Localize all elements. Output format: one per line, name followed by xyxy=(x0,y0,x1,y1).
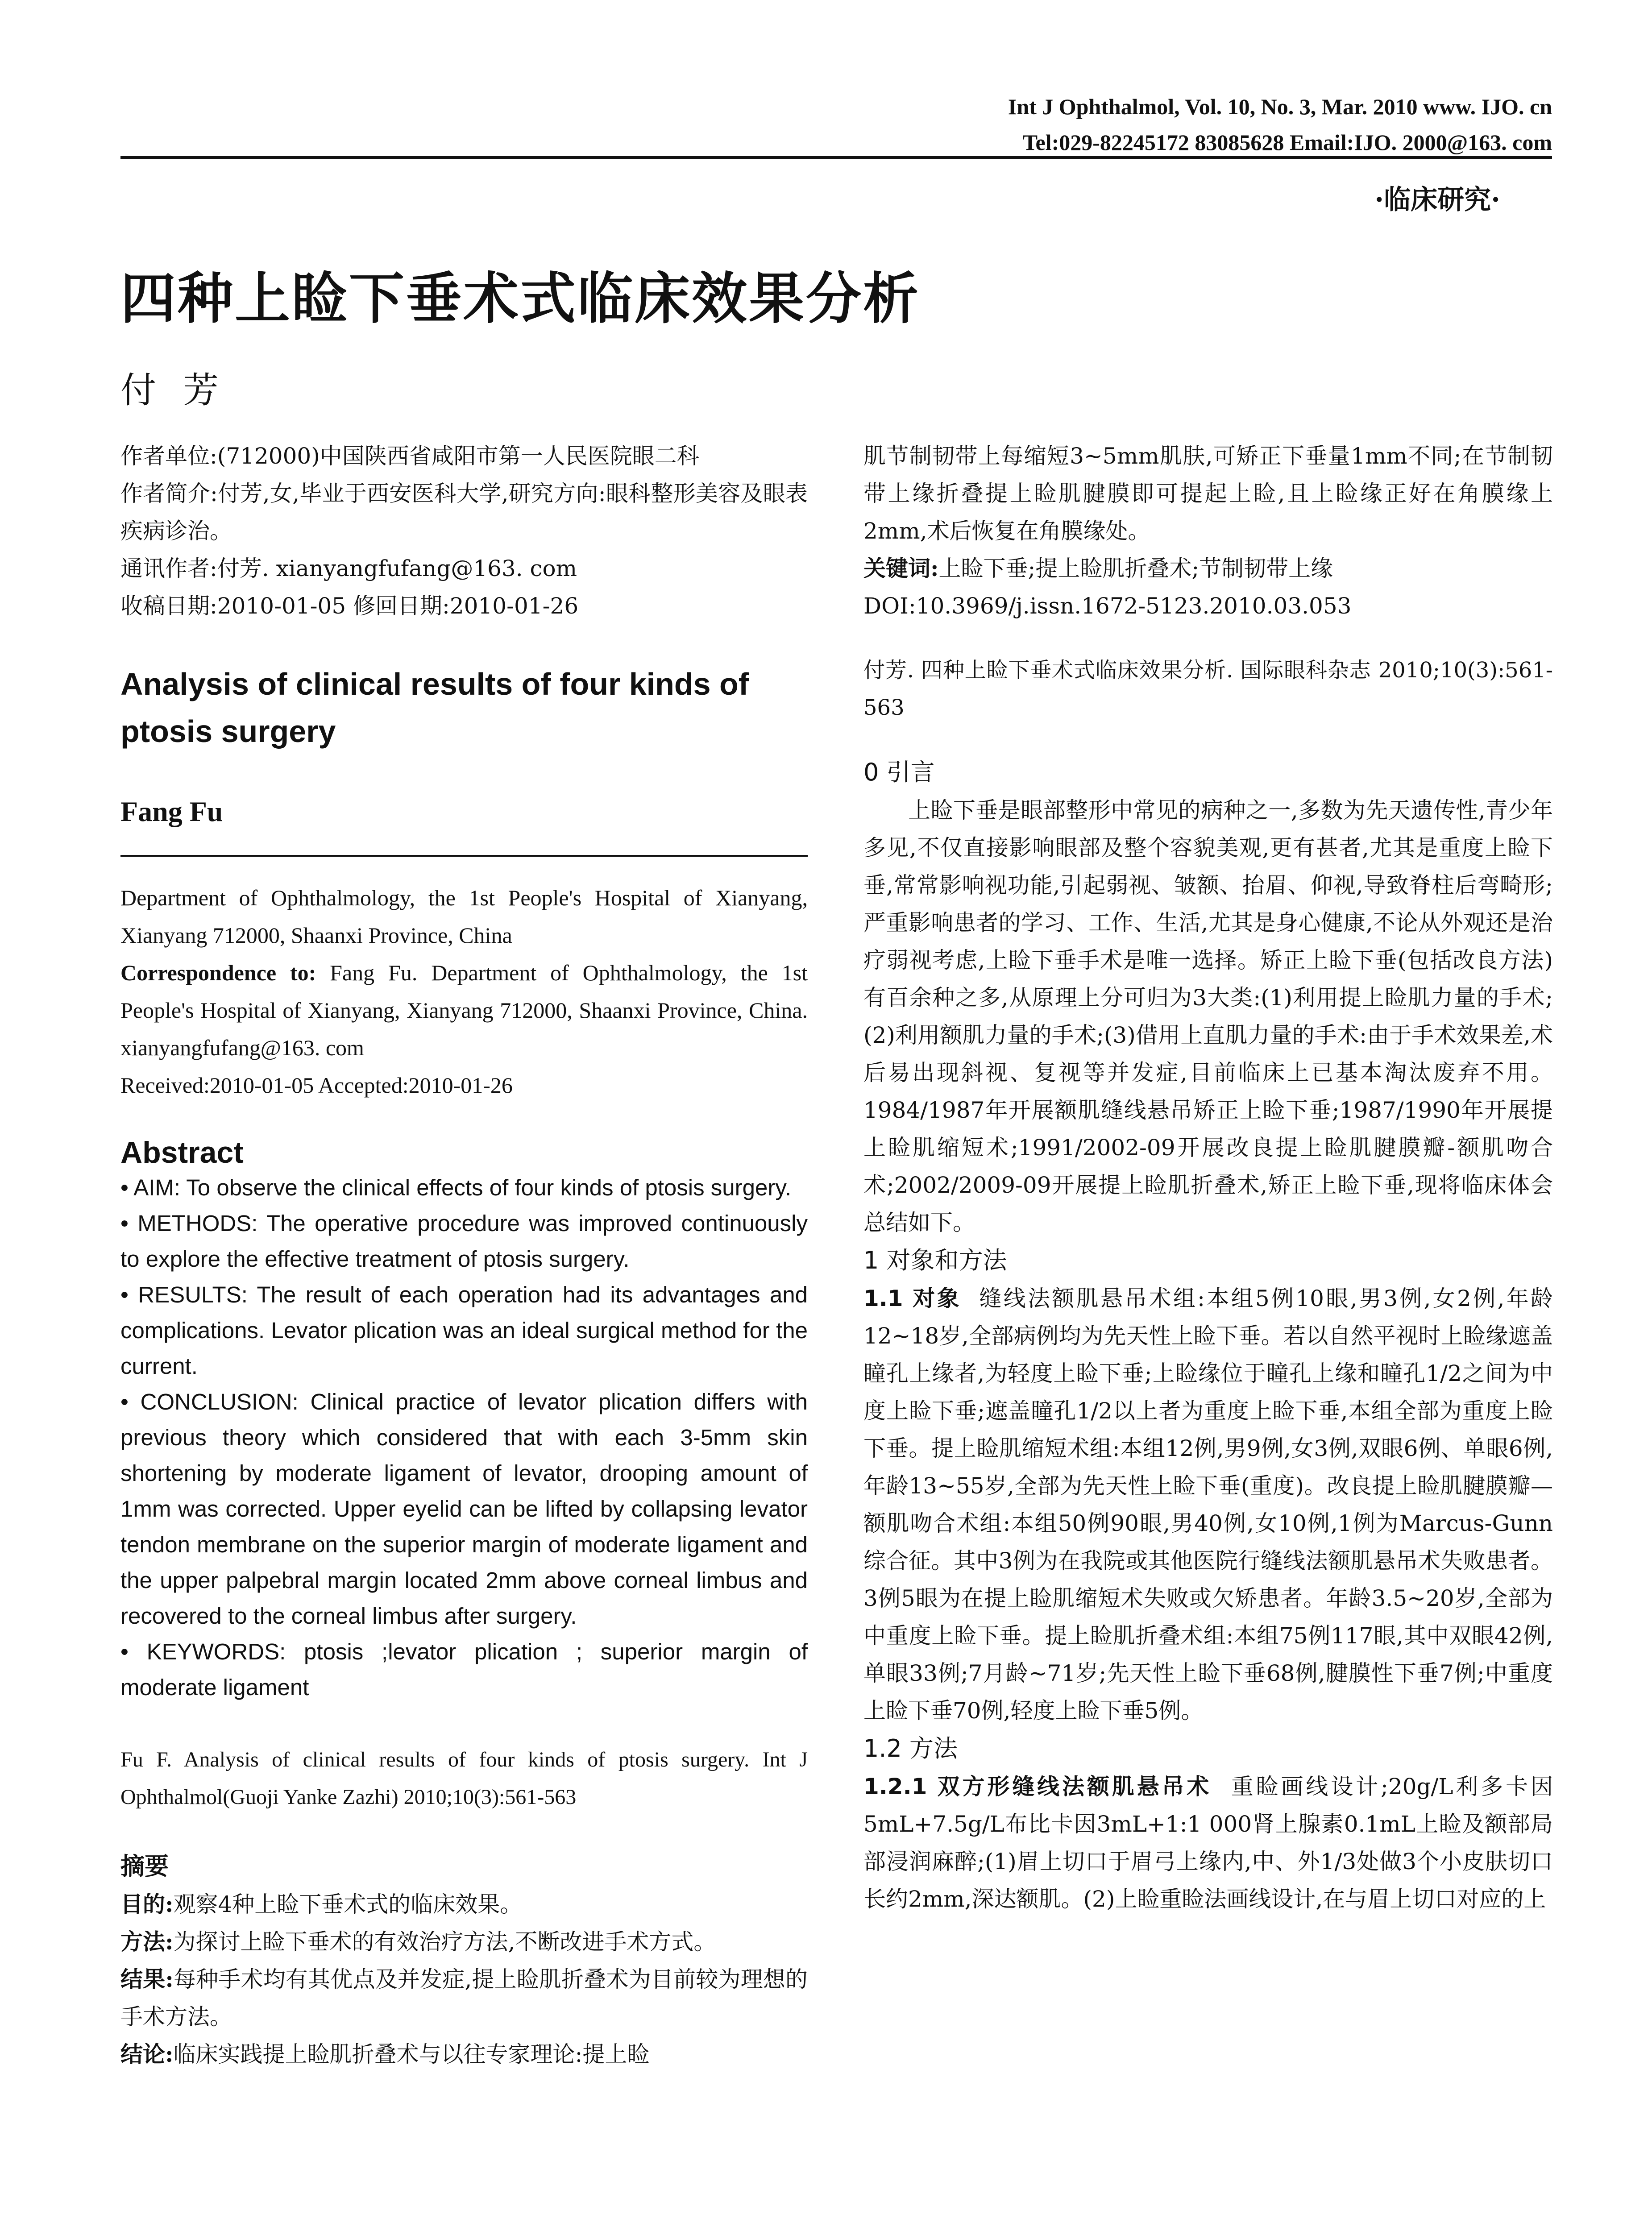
left-column xyxy=(120,437,808,2073)
aim-text: 观察4种上睑下垂术式的临床效果。 xyxy=(173,1891,523,1917)
section-tag: ·临床研究· xyxy=(1374,184,1500,216)
cn-abstract-aim xyxy=(120,1886,808,1923)
header-rule xyxy=(120,156,1552,159)
methods-label: 方法: xyxy=(120,1928,174,1955)
right-column xyxy=(863,437,1553,1918)
cn-conclusion-continued: 肌节制韧带上每缩短3~5mm肌肤,可矫正下垂量1mm不同;在节制韧带上缘折叠提上睑肌腱膜即可提起上睑,且上睑缘正好在角膜缘上2mm,术后恢复在角膜缘处。 xyxy=(863,443,1553,544)
doi: DOI:10.3969/j.issn.1672-5123.2010.03.053 xyxy=(863,593,1352,619)
aim-label: 目的: xyxy=(120,1891,174,1917)
conclusion-text: 临床实践提上睑肌折叠术与以往专家理论:提上睑 xyxy=(173,2041,650,2067)
author-name: 付芳 xyxy=(120,369,245,411)
correspondence-text: Fang Fu. Department of Ophthalmology, the 1st People's Hospital of Xianyang, Xianyang 712000, Shaanxi Province, China. xianyangfufang@163. com xyxy=(120,960,808,1060)
abstract-keywords: • KEYWORDS: ptosis ;levator plication ; superior margin of moderate ligament xyxy=(120,1639,808,1700)
keywords-text: 上睑下垂;提上睑肌折叠术;节制韧带上缘 xyxy=(938,556,1333,581)
intro-paragraph: 上睑下垂是眼部整形中常见的病种之一,多数为先天遗传性,青少年多见,不仅直接影响眼部及整个容貌美观,更有甚者,尤其是重度上睑下垂,常常影响视功能,引起弱视、皱额、抬眉、仰视,导致脊柱后弯畸形;严重影响患者的学习、工作、生活,尤其是身心健康,不论从外观还是治疗弱视考虑,上睑下垂手术是唯一选择。矫正上睑下垂(包括改良方法)有百余种之多,从原理上分可归为3大类:(1)利用提上睑肌力量的手术;(2)利用额肌力量的手术;(3)借用上直肌力量的手术:由于手术效果差,术后易出现斜视、复视等并发症,目前临床上已基本淘汰废弃不用。1984/1987年开展额肌缝线悬吊矫正上睑下垂;1987/1990年开展提上睑肌缩短术;1991/2002-09开展改良提上睑肌腱膜瓣-额肌吻合术;2002/2009-09开展提上睑肌折叠术,矫正上睑下垂,现将临床体会总结如下。 xyxy=(863,797,1553,1236)
cn-abstract-methods xyxy=(120,1923,808,1961)
article-title: 四种上睑下垂术式临床效果分析 xyxy=(120,267,921,331)
dates-cn: 收稿日期:2010-01-05 修回日期:2010-01-26 xyxy=(120,593,579,619)
section-1-1-label: 1.1 对象 xyxy=(863,1286,961,1311)
conclusion-label: 结论: xyxy=(120,2041,174,2067)
corresponding-author-cn: 通讯作者:付芳. xianyangfufang@163. com xyxy=(120,556,577,581)
abstract-conclusion: • CONCLUSION: Clinical practice of levator plication differs with previous theory which considered that with each 3-5mm skin shortening by moderate ligament of levator, drooping amount of 1mm was corrected. Upper eyelid can be lifted by collapsing levator tendon membrane on the superior margin of moderate ligament and the upper palpebral margin located 2mm above corneal limbus and recovered to the corneal limbus after surgery. xyxy=(120,1389,808,1629)
abstract-heading: Abstract xyxy=(120,1136,244,1169)
affiliation-cn: 作者单位:(712000)中国陕西省咸阳市第一人民医院眼二科 xyxy=(120,443,699,469)
abstract-methods: • METHODS: The operative procedure was improved continuously to explore the effective treatment of ptosis surgery. xyxy=(120,1211,808,1272)
cn-abstract-conclusion xyxy=(120,2036,808,2073)
correspondence-label: Correspondence to: xyxy=(120,960,316,985)
journal-citation-line: Int J Ophthalmol, Vol. 10, No. 3, Mar. 2010 www. IJO. cn xyxy=(1008,94,1552,119)
section-1-2-1-text: 重睑画线设计;20g/L利多卡因5mL+7.5g/L布比卡因3mL+1:1 000肾上腺素0.1mL上睑及额部局部浸润麻醉;(1)眉上切口于眉弓上缘内,中、外1/3处做3个小皮肤切口长约2mm,深达额肌。(2)上睑重睑法画线设计,在与眉上切口对应的上 xyxy=(863,1774,1553,1912)
results-text: 每种手术均有其优点及并发症,提上睑肌折叠术为目前较为理想的手术方法。 xyxy=(120,1966,808,2030)
cn-abstract-heading: 摘要 xyxy=(120,1852,169,1880)
abstract-results: • RESULTS: The result of each operation had its advantages and complications. Levator plication was an ideal surgical method for the current. xyxy=(120,1282,808,1379)
intro-heading: 0 引言 xyxy=(863,758,935,786)
english-title: Analysis of clinical results of four kinds of ptosis surgery xyxy=(120,667,749,749)
section-1-2-1-paragraph xyxy=(863,1768,1553,1918)
methods-text: 为探讨上睑下垂术的有效治疗方法,不断改进手术方式。 xyxy=(173,1929,716,1955)
english-correspondence xyxy=(120,954,808,1066)
section-1-2-1-label: 1.2.1 双方形缝线法额肌悬吊术 xyxy=(863,1774,1212,1800)
journal-contact-line: Tel:029-82245172 83085628 Email:IJO. 2000@163. com xyxy=(1022,130,1552,155)
section-1-heading: 1 对象和方法 xyxy=(863,1246,1007,1274)
section-1-1-text: 缝线法额肌悬吊术组:本组5例10眼,男3例,女2例,年龄12~18岁,全部病例均为先天性上睑下垂。若以自然平视时上睑缘遮盖瞳孔上缘者,为轻度上睑下垂;上睑缘位于瞳孔上缘和瞳孔1/2之间为中度上睑下垂;遮盖瞳孔1/2以上者为重度上睑下垂,本组全部为重度上睑下垂。提上睑肌缩短术组:本组12例,男9例,女3例,双眼6例、单眼6例,年龄13~55岁,全部为先天性上睑下垂(重度)。改良提上睑肌腱膜瓣—额肌吻合术组:本组50例90眼,男40例,女10例,1例为Marcus-Gunn综合征。其中3例为在我院或其他医院行缝线法额肌悬吊术失败患者。3例5眼为在提上睑肌缩短术失败或欠矫患者。年龄3.5~20岁,全部为中重度上睑下垂。提上睑肌折叠术组:本组75例117眼,其中双眼42例,单眼33例;7月龄~71岁;先天性上睑下垂68例,腱膜性下垂7例;中重度上睑下垂70例,轻度上睑下垂5例。 xyxy=(863,1286,1553,1724)
cn-citation: 付芳. 四种上睑下垂术式临床效果分析. 国际眼科杂志 2010;10(3):561-563 xyxy=(863,658,1553,720)
keywords-label: 关键词: xyxy=(863,555,939,581)
results-label: 结果: xyxy=(120,1966,174,1992)
cn-abstract-results xyxy=(120,1961,808,2036)
section-1-1-paragraph xyxy=(863,1280,1553,1729)
english-citation: Fu F. Analysis of clinical results of four kinds of ptosis surgery. Int J Ophthalmol(Guoji Yanke Zazhi) 2010;10(3):561-563 xyxy=(120,1748,808,1809)
abstract-aim: • AIM: To observe the clinical effects of four kinds of ptosis surgery. xyxy=(120,1175,792,1200)
section-1-2-heading: 1.2 方法 xyxy=(863,1734,958,1762)
author-bio-cn: 作者简介:付芳,女,毕业于西安医科大学,研究方向:眼科整形美容及眼表疾病诊治。 xyxy=(120,481,808,544)
english-author: Fang Fu xyxy=(120,796,223,827)
english-dates: Received:2010-01-05 Accepted:2010-01-26 xyxy=(120,1073,513,1098)
cn-keywords xyxy=(863,550,1553,587)
english-affiliation: Department of Ophthalmology, the 1st People's Hospital of Xianyang, Xianyang 712000, Shaanxi Province, China xyxy=(120,885,808,948)
